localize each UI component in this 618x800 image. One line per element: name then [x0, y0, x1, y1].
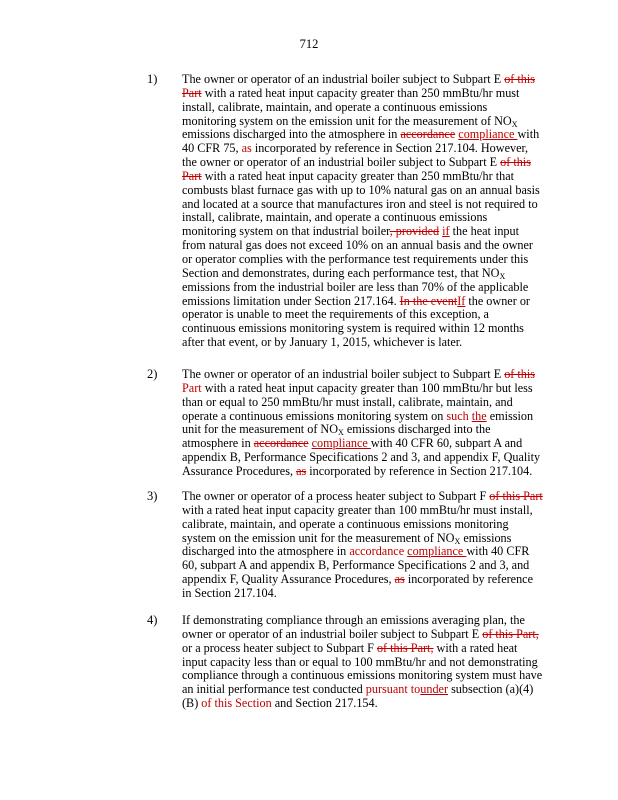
inserted-text: the: [471, 408, 487, 423]
body-text: emission unit for the measurement of NO: [182, 408, 534, 437]
body-text: The owner or operator of an industrial boiler subject to Subpart E: [182, 72, 505, 86]
deleted-text: accordance: [253, 436, 309, 451]
inserted-text: compliance: [311, 436, 371, 451]
deleted-text: of this Part,: [376, 640, 434, 655]
body-text: with 40 CFR 75,: [182, 127, 540, 156]
body-text: incorporated by reference in Section 217.104.: [182, 572, 533, 600]
body-text: emissions discharged into the atmosphere in: [182, 422, 491, 451]
page-number: 712: [299, 37, 319, 51]
deleted-text: of this Part: [182, 155, 531, 183]
body-text: with a rated heat input capacity greater than 250 mmBtu/hr must install, calibrate, maintain, and operate a continuous emissions monitoring system on the emission unit for the measurement of NO: [182, 85, 520, 128]
paragraph-number: 2): [147, 367, 158, 381]
inserted-text: if: [442, 224, 450, 239]
deleted-text: of this Part,: [482, 626, 539, 641]
body-text: with a rated heat input capacity less than or equal to 100 mmBtu/hr and not demonstrating compliance through a continuous emissions monitoring system must have an initial performance test conducted: [182, 640, 543, 697]
body-text: incorporated by reference in Section 217.104. However, the owner or operator of an industrial boiler subject to Subpart E: [182, 141, 529, 170]
revised-text: such: [446, 408, 469, 423]
body-text: the heat input from natural gas does not exceed 10% on an annual basis and the owner or operator complies with the performance test requirements under this Section and demonstrates, during each performance test, that NO: [182, 224, 533, 280]
subscript-x: X: [454, 536, 461, 546]
revised-text: Part: [182, 380, 202, 395]
inserted-text: compliance: [407, 544, 467, 559]
revised-text: accordance: [349, 544, 405, 559]
paragraph-text: [182, 73, 544, 350]
body-text: with a rated heat input capacity greater than 100 mmBtu/hr must install, calibrate, maintain, and operate a continuous emissions monitoring system on the emission unit for the measurement of NO: [182, 502, 533, 545]
body-text: emissions discharged into the atmosphere in: [182, 127, 401, 142]
body-text: emissions discharged into the atmosphere in: [182, 530, 512, 559]
body-text: or a process heater subject to Subpart F: [182, 640, 377, 655]
deleted-text: of this Part: [489, 489, 543, 503]
deleted-text: as: [296, 463, 307, 478]
paragraph-number: 4): [147, 613, 158, 627]
subscript-x: X: [338, 428, 344, 438]
inserted-text: compliance: [458, 127, 518, 142]
deleted-text: In the event: [399, 293, 458, 308]
body-text: emissions from the industrial boiler are less than 70% of the applicable emissions limitation under Section 217.164.: [182, 279, 529, 308]
body-text: If demonstrating compliance through an emissions averaging plan, the owner or operator of an industrial boiler subject to Subpart E: [182, 613, 525, 641]
body-text: with a rated heat input capacity greater than 250 mmBtu/hr that combusts blast furnace gas with up to 10% natural gas on an annual basis and located at a source that manufactures iron and steel is not required to install, calibrate, maintain, and operate a continuous emissions monitoring system on that industrial boiler: [182, 168, 540, 239]
paragraph-number: 1): [147, 72, 158, 86]
subscript-x: X: [511, 119, 518, 129]
deleted-text: , provided: [389, 224, 440, 239]
body-text: the owner or operator is unable to meet the requirements of this exception, a continuous emissions monitoring system is required within 12 months after that event, or by January 1, 2015, whichever is later.: [182, 293, 530, 350]
body-text: with 40 CFR 60, subpart A and appendix B, Performance Specifications 2 and 3, and appendix F, Quality Assurance Procedures,: [182, 544, 530, 587]
body-text: and Section 217.154.: [271, 696, 378, 711]
body-text: subsection (a)(4)(B): [182, 682, 534, 711]
revised-text: as: [241, 141, 252, 156]
deleted-text: accordance: [400, 127, 456, 142]
paragraph-text: [182, 614, 544, 711]
deleted-text: of this: [504, 367, 536, 381]
deleted-text: of this Part: [182, 72, 536, 100]
revised-text: of this Section: [201, 696, 272, 711]
inserted-text: under: [420, 682, 449, 697]
body-text: with 40 CFR 60, subpart A and appendix B, Performance Specifications 2 and 3, and appendix F, Quality Assurance Procedures,: [182, 436, 541, 478]
paragraph-number: 3): [147, 489, 158, 503]
paragraph-text: [182, 490, 544, 601]
subscript-x: X: [499, 271, 506, 281]
inserted-text: If: [457, 293, 466, 308]
body-text: incorporated by reference in Section 217.104.: [306, 463, 533, 478]
body-text: The owner or operator of an industrial boiler subject to Subpart E: [182, 367, 505, 381]
deleted-text: as: [394, 572, 405, 587]
paragraph-text: [182, 368, 544, 479]
body-text: The owner or operator of a process heater subject to Subpart F: [182, 489, 490, 503]
body-text: with a rated heat input capacity greater than 100 mmBtu/hr but less than or equal to 250 mmBtu/hr must install, calibrate, maintain, and operate a continuous emissions monitoring system on: [182, 380, 533, 423]
revised-text: pursuant to: [365, 682, 421, 697]
